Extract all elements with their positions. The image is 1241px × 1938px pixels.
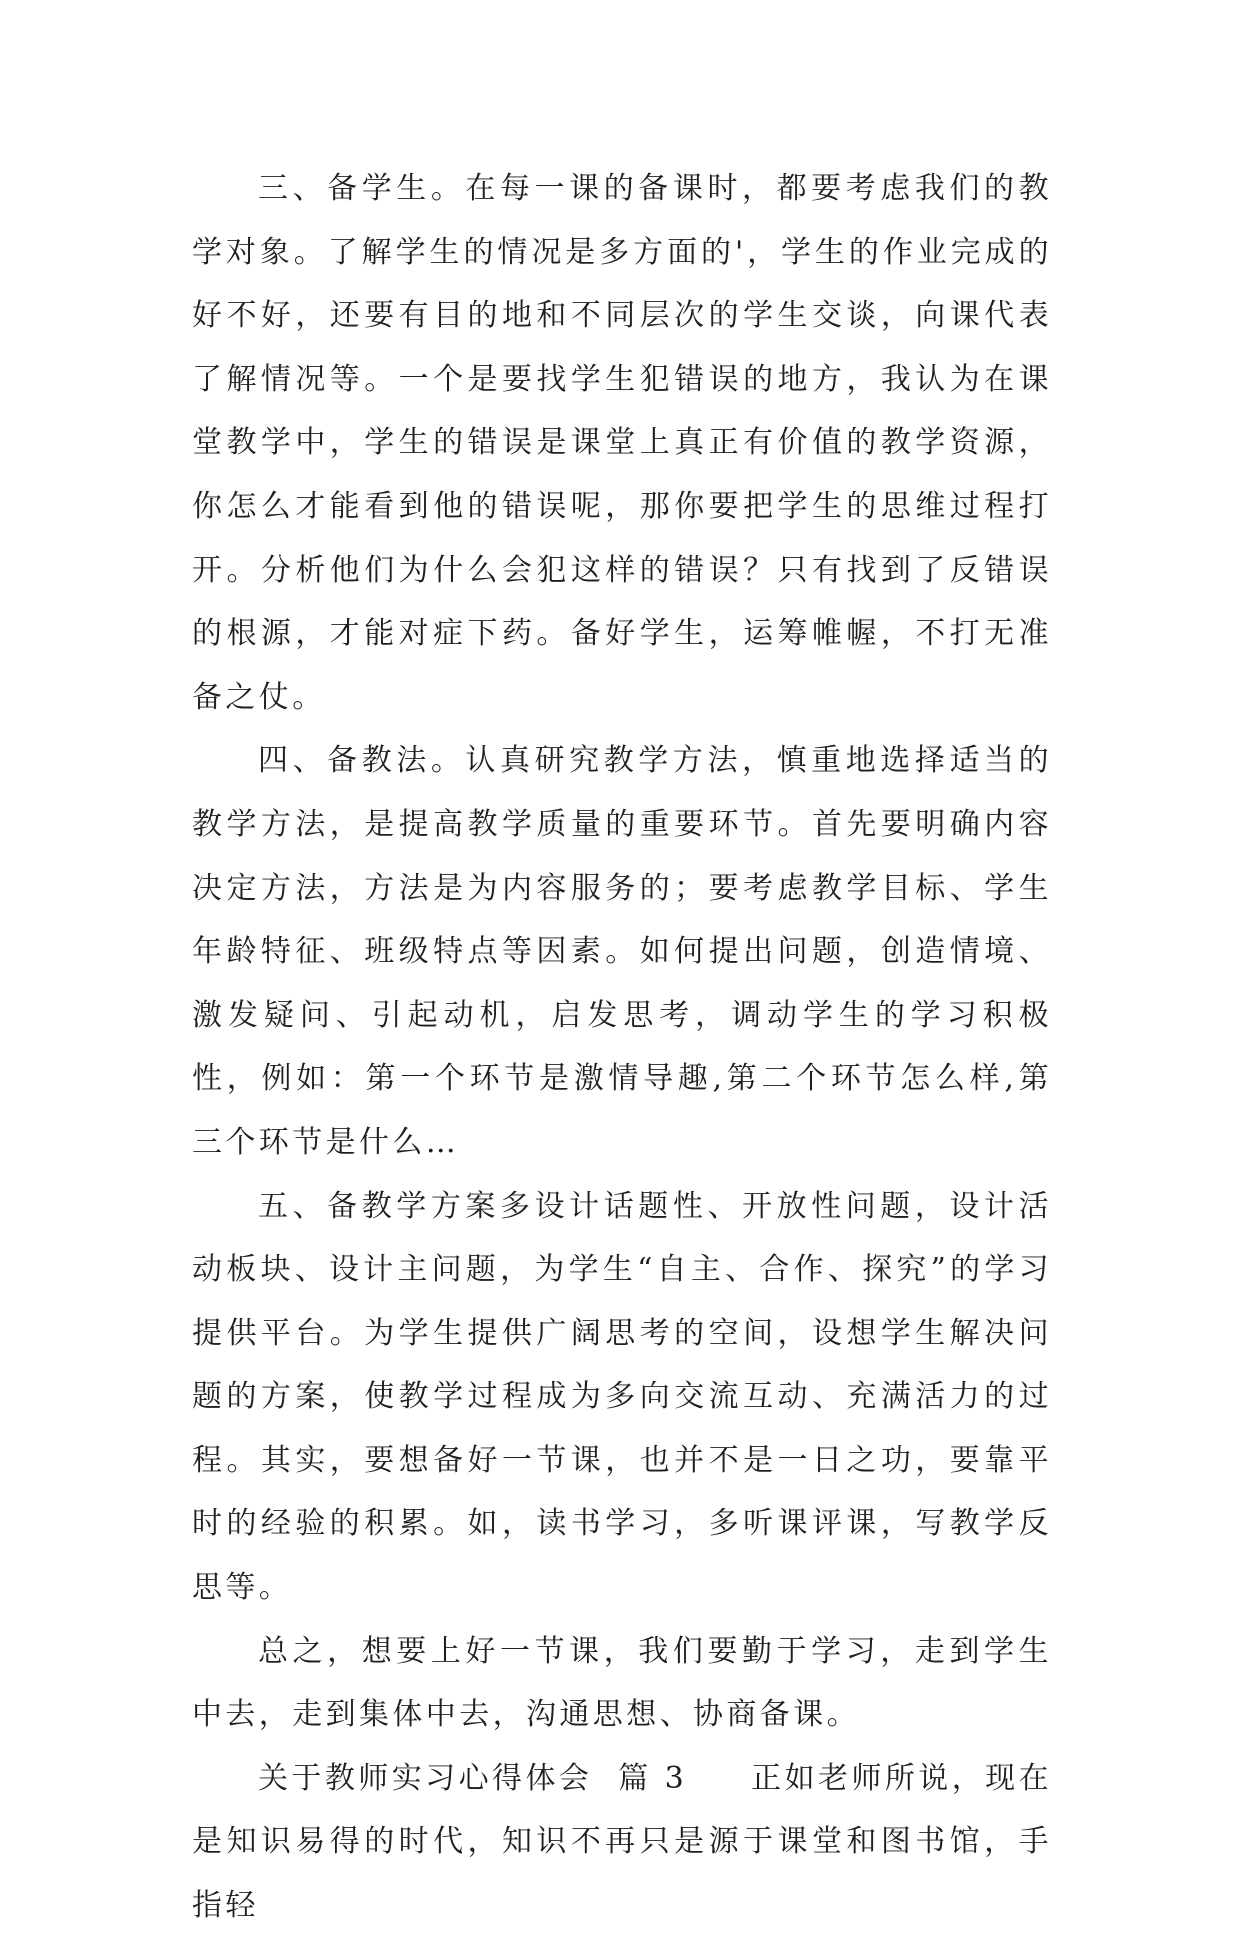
section-text: 正如老师所说，现在是知识易得的时代，知识不再只是源于课堂和图书馆，手指轻 [192, 1760, 1052, 1924]
document-body [192, 157, 1052, 1938]
paragraph-prepare-plan: 五、备教学方案多设计话题性、开放性问题，设计活动板块、设计主问题，为学生“自主、合作、探究”的学习提供平台。为学生提供广阔思考的空间，设想学生解决问题的方案，使教学过程成为多向交流互动、充满活力的过程。其实，要想备好一节课，也并不是一日之功，要靠平时的经验的积累。如，读书学习，多听课评课，写教学反思等。 [192, 1188, 1052, 1606]
paragraph-conclusion: 总之，想要上好一节课，我们要勤于学习，走到学生中去，走到集体中去，沟通思想、协商备课。 [192, 1633, 1052, 1733]
section-heading: 关于教师实习心得体会 篇 3 [258, 1760, 688, 1796]
paragraph-section-3 [192, 1747, 1052, 1938]
paragraph-prepare-students: 三、备学生。在每一课的备课时，都要考虑我们的教学对象。了解学生的情况是多方面的'，学生的作业完成的好不好，还要有目的地和不同层次的学生交谈，向课代表了解情况等。一个是要找学生犯错误的地方，我认为在课堂教学中，学生的错误是课堂上真正有价值的教学资源，你怎么才能看到他的错误呢，那你要把学生的思维过程打开。分析他们为什么会犯这样的错误？只有找到了反错误的根源，才能对症下药。备好学生，运筹帷幄，不打无准备之仗。 [192, 171, 1052, 715]
paragraph-prepare-methods: 四、备教法。认真研究教学方法，慎重地选择适当的教学方法，是提高教学质量的重要环节。首先要明确内容决定方法，方法是为内容服务的；要考虑教学目标、学生年龄特征、班级特点等因素。如何提出问题，创造情境、激发疑问、引起动机，启发思考，调动学生的学习积极性，例如：第一个环节是激情导趣,第二个环节怎么样,第三个环节是什么… [192, 743, 1052, 1160]
